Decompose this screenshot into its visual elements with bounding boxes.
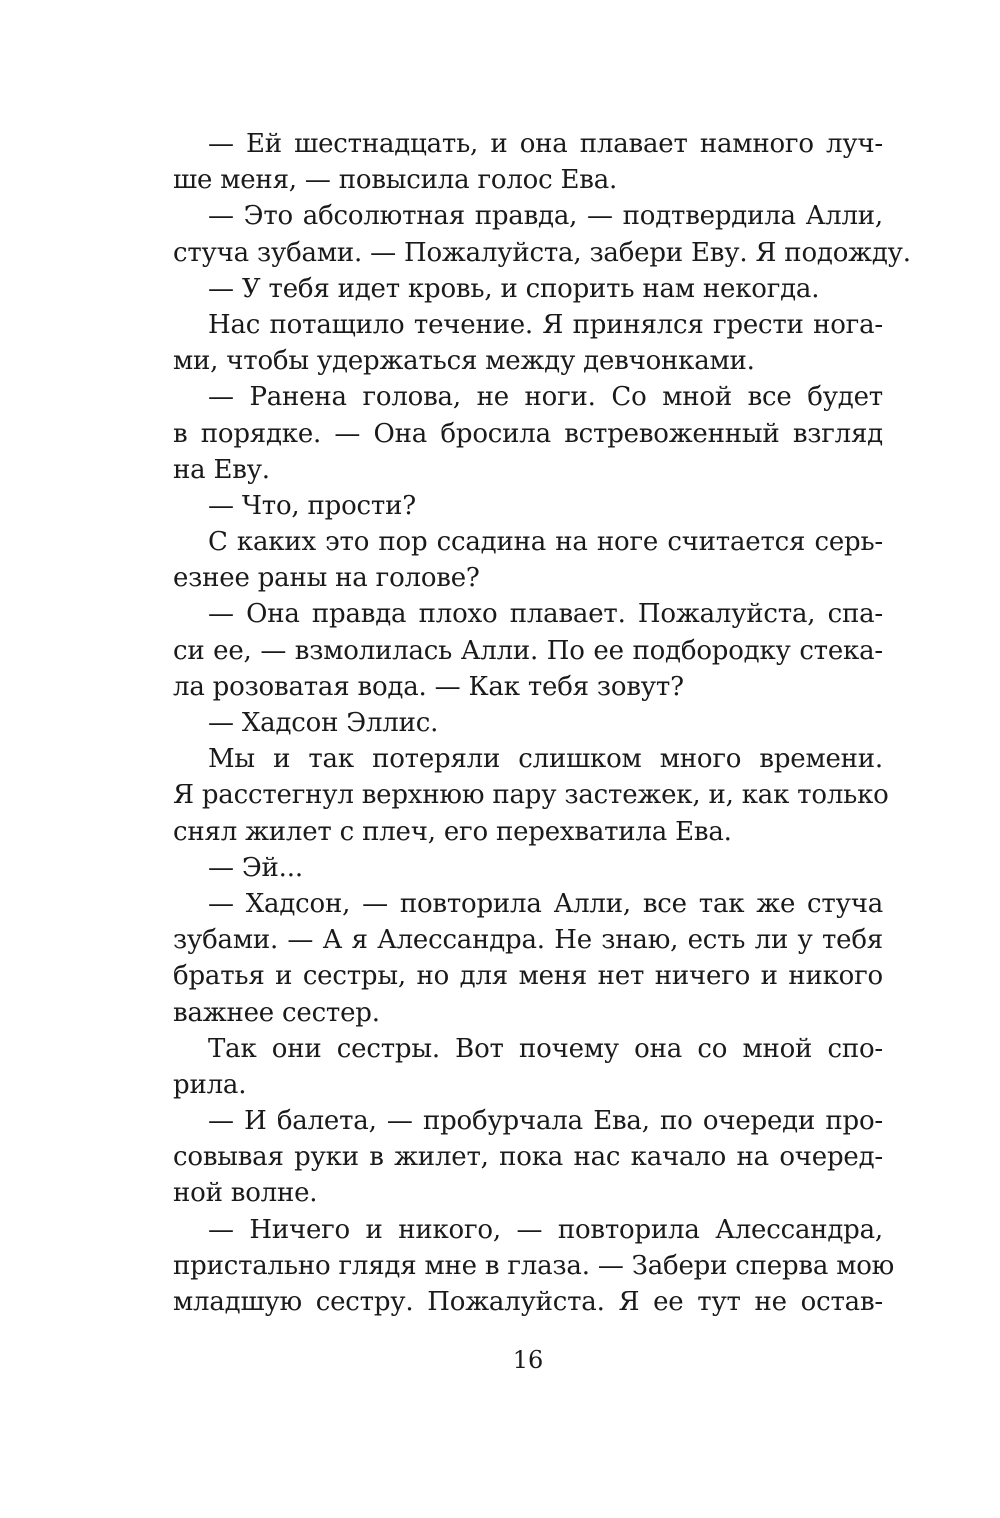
page-number: 16 <box>512 1346 544 1374</box>
text-line: С каких это пор ссадина на ноге считается серь- <box>208 527 883 558</box>
text-line: Так они сестры. Вот почему она со мной спо- <box>208 1033 883 1064</box>
text-line: — Хадсон, — повторила Алли, все так же стуча <box>208 888 883 919</box>
text-line: совывая руки в жилет, пока нас качало на очеред- <box>173 1142 883 1173</box>
text-line: Нас потащило течение. Я принялся грести нога- <box>208 309 883 340</box>
text-line: ной волне. <box>173 1178 318 1209</box>
text-line: в порядке. — Она бросила встревоженный взгляд <box>173 418 883 449</box>
text-line: братья и сестры, но для меня нет ничего и никого <box>173 961 883 992</box>
text-line: зубами. — А я Алессандра. Не знаю, есть ли у тебя <box>173 925 883 956</box>
text-line: снял жилет с плеч, его перехватила Ева. <box>173 816 732 847</box>
text-line: ше меня, — повысила голос Ева. <box>173 165 618 196</box>
text-line: рила. <box>173 1069 247 1100</box>
page-body <box>173 126 911 1320</box>
text-line: Я расстегнул верхнюю пару застежек, и, как только <box>173 780 889 811</box>
text-line: стуча зубами. — Пожалуйста, забери Еву. Я подожду. <box>173 237 911 268</box>
text-line: — И балета, — пробурчала Ева, по очереди про- <box>208 1106 883 1137</box>
text-line: — Ранена голова, не ноги. Со мной все будет <box>208 382 883 413</box>
text-line: — Ничего и никого, — повторила Алессандра, <box>208 1214 883 1245</box>
text-line: — Ей шестнадцать, и она плавает намного луч- <box>208 129 883 159</box>
text-line: — Это абсолютная правда, — подтвердила Алли, <box>208 201 883 232</box>
text-line: Мы и так потеряли слишком много времени. <box>208 744 883 775</box>
text-line: ла розоватая вода. — Как тебя зовут? <box>173 671 684 702</box>
text-line: ми, чтобы удержаться между девчонками. <box>173 346 755 377</box>
text-line: важнее сестер. <box>173 997 380 1028</box>
text-line: пристально глядя мне в глаза. — Забери сперва мою <box>173 1250 895 1281</box>
text-line: младшую сестру. Пожалуйста. Я ее тут не остав- <box>173 1287 883 1317</box>
text-line: — Она правда плохо плавает. Пожалуйста, спа- <box>208 599 883 630</box>
text-line: — Эй... <box>208 852 303 883</box>
text-line: си ее, — взмолилась Алли. По ее подбородку стека- <box>173 635 883 666</box>
text-line: — У тебя идет кровь, и спорить нам некогда. <box>208 273 820 304</box>
text-line: — Что, прости? <box>208 490 416 521</box>
text-line: — Хадсон Эллис. <box>208 708 439 738</box>
text-line: на Еву. <box>173 454 270 485</box>
text-line: езнее раны на голове? <box>173 563 480 594</box>
